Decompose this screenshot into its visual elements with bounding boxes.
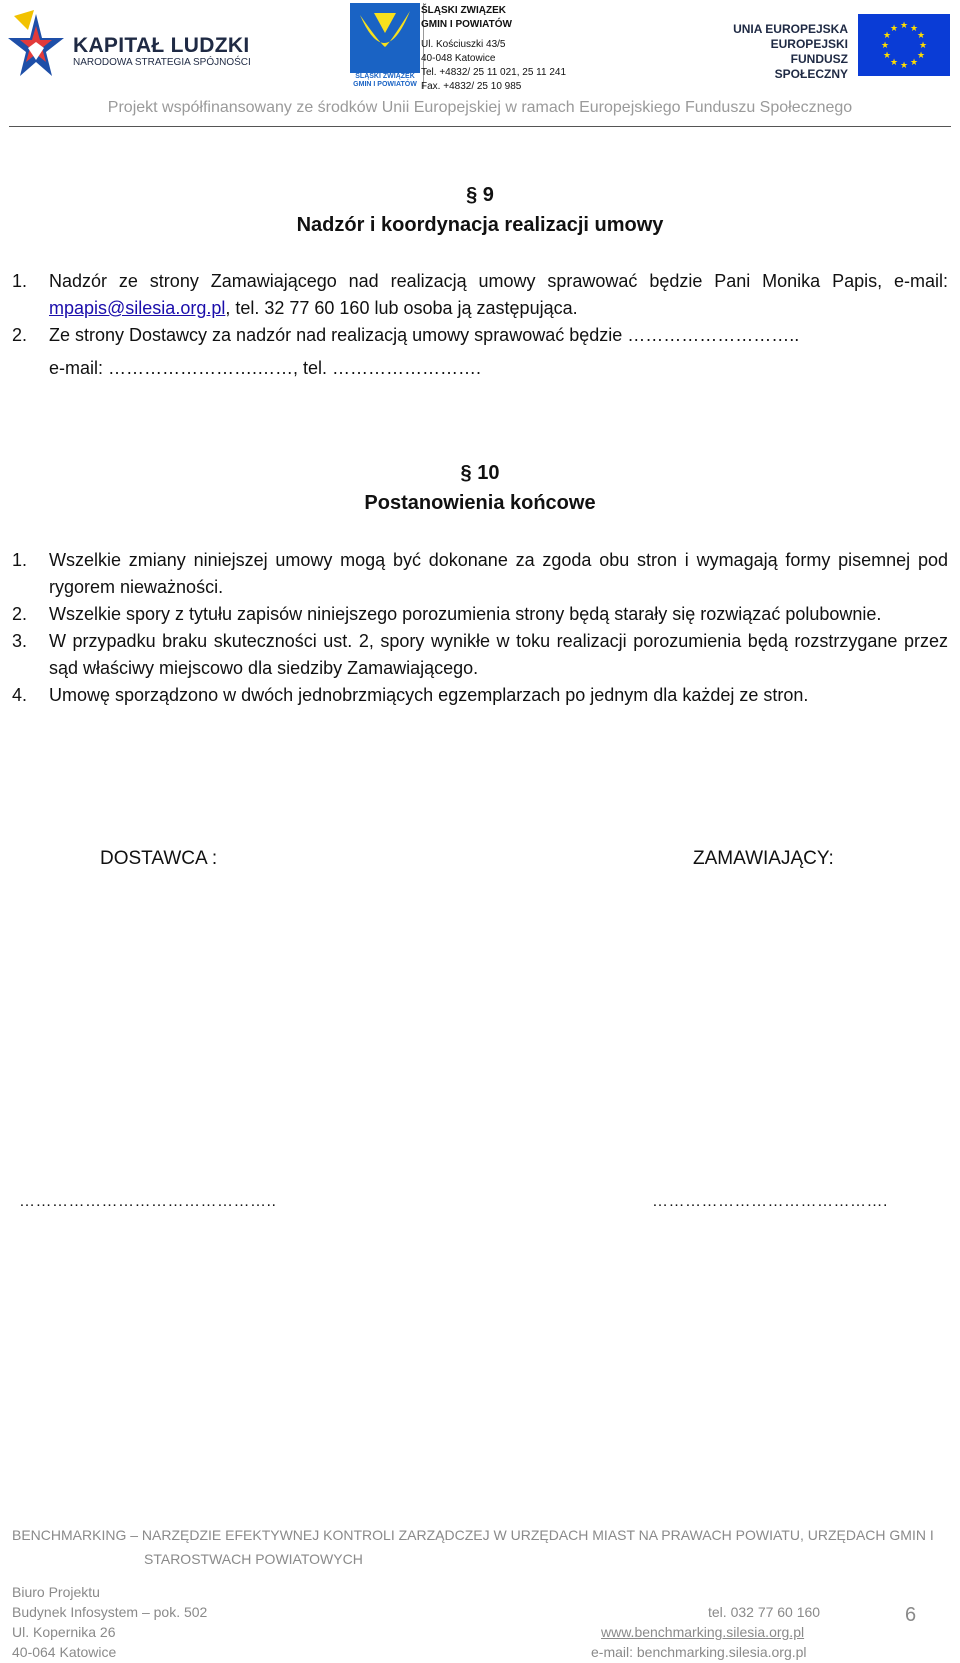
item-number: 1.: [12, 550, 28, 570]
zwiazek-name-line2: GMIN I POWIATÓW: [421, 19, 512, 30]
zwiazek-contact: [421, 4, 566, 94]
footer-project-line2: STAROSTWACH POWIATOWYCH: [144, 1551, 363, 1567]
svg-text:★: ★: [889, 24, 899, 34]
zwiazek-logo-caption-line2: GMIN I POWIATÓW: [353, 81, 417, 88]
svg-text:★: ★: [916, 31, 926, 41]
item-text-line: Ze strony Dostawcy za nadzór nad realizacją umowy sprawować będzie ………………………..: [49, 325, 800, 345]
svg-text:★: ★: [899, 21, 909, 31]
item-text: Wszelkie spory z tytułu zapisów niniejszego porozumienia strony będą starały się rozwiązać polubownie.: [49, 604, 882, 624]
zwiazek-fax: Fax. +4832/ 25 10 985: [421, 81, 522, 92]
section-9-number: § 9: [466, 184, 494, 206]
eu-flag-icon: [858, 14, 950, 76]
svg-text:★: ★: [909, 58, 919, 68]
ue-text: [720, 22, 848, 82]
kapital-ludzki-logo: [6, 8, 66, 84]
svg-text:★: ★: [909, 24, 919, 34]
footer-email: e-mail: benchmarking.silesia.org.pl: [591, 1644, 807, 1660]
ue-line1: UNIA EUROPEJSKA: [733, 22, 848, 36]
item-number: 3.: [12, 631, 28, 651]
project-cofinancing-line: Projekt współfinansowany ze środków Unii Europejskiej w ramach Europejskiego Funduszu Społecznego: [107, 99, 853, 116]
list-item: [12, 601, 948, 628]
list-item: [12, 682, 948, 709]
svg-text:★: ★: [916, 51, 926, 61]
svg-text:★: ★: [882, 31, 892, 41]
item-text: W przypadku braku skuteczności ust. 2, spory wynikłe w toku realizacji porozumienia będą rozstrzygane przez sąd właściwy miejscowo dla siedziby Zamawiającego.: [49, 631, 948, 678]
signature-label-contractor: DOSTAWCA :: [100, 848, 218, 869]
kapital-ludzki-star-icon: [6, 8, 66, 84]
zwiazek-tel: Tel. +4832/ 25 11 021, 25 11 241: [421, 67, 567, 78]
header-divider: [9, 126, 951, 127]
item-number: 4.: [12, 685, 28, 705]
footer-building: Budynek Infosystem – pok. 502: [12, 1604, 208, 1620]
item-text: [49, 268, 948, 322]
section-10-list: [12, 547, 948, 709]
signature-line-contractor: ………………………………………..: [19, 1193, 277, 1210]
item-text: [49, 322, 948, 382]
footer-street: Ul. Kopernika 26: [12, 1624, 116, 1640]
footer-city: 40-064 Katowice: [12, 1644, 117, 1660]
svg-text:★: ★: [918, 41, 928, 51]
list-item: [12, 628, 948, 682]
svg-text:★: ★: [882, 51, 892, 61]
svg-text:★: ★: [899, 61, 909, 71]
footer-website-link[interactable]: www.benchmarking.silesia.org.pl: [601, 1624, 805, 1640]
item-number: 1.: [12, 271, 28, 291]
signature-label-ordering-party: ZAMAWIAJĄCY:: [693, 848, 834, 869]
section-9-list: [12, 268, 948, 382]
section-10-number: § 10: [460, 462, 500, 484]
kapital-ludzki-title: KAPITAŁ LUDZKI: [73, 34, 250, 57]
slaski-zwiazek-logo: [350, 3, 420, 89]
item-text-part: Nadzór ze strony Zamawiającego nad realizacją umowy sprawować będzie Pani Monika Papis, e-mail:: [49, 271, 948, 291]
ue-line2: EUROPEJSKI: [770, 37, 848, 51]
ue-line3: FUNDUSZ SPOŁECZNY: [774, 52, 848, 81]
list-item: [12, 547, 948, 601]
zwiazek-logo-caption: [350, 73, 420, 89]
item-text-part: , tel. 32 77 60 160 lub osoba ją zastępująca.: [225, 298, 578, 318]
page-number: 6: [905, 1604, 917, 1626]
item-text-line: e-mail: …………………….……, tel. …………………….: [49, 358, 482, 378]
section-9-title: Nadzór i koordynacja realizacji umowy: [296, 214, 664, 236]
kapital-ludzki-subtitle: NARODOWA STRATEGIA SPÓJNOŚCI: [73, 57, 251, 68]
item-number: 2.: [12, 325, 28, 345]
section-10-title: Postanowienia końcowe: [364, 492, 596, 514]
zwiazek-name-line1: ŚLĄSKI ZWIĄZEK: [421, 5, 506, 16]
item-text: Umowę sporządzono w dwóch jednobrzmiących egzemplarzach po jednym dla każdej ze stron.: [49, 685, 809, 705]
signature-line-ordering-party: …………………………………….: [652, 1193, 888, 1210]
footer-tel: tel. 032 77 60 160: [708, 1604, 821, 1620]
footer-project-line1: BENCHMARKING – NARZĘDZIE EFEKTYWNEJ KONTROLI ZARZĄDCZEJ W URZĘDACH MIAST NA PRAWACH POWIATU, URZĘDACH GMIN I: [12, 1527, 934, 1543]
svg-text:★: ★: [880, 41, 890, 51]
zwiazek-city: 40-048 Katowice: [421, 53, 496, 64]
list-item: [12, 322, 948, 382]
supervisor-email-link[interactable]: mpapis@silesia.org.pl: [49, 298, 226, 318]
item-text: Wszelkie zmiany niniejszej umowy mogą być dokonane za zgoda obu stron i wymagają formy pisemnej pod rygorem nieważności.: [49, 550, 948, 597]
zwiazek-logo-caption-line1: ŚLĄSKI ZWIĄZEK: [355, 73, 415, 80]
svg-text:★: ★: [889, 58, 899, 68]
item-number: 2.: [12, 604, 28, 624]
zwiazek-address: Ul. Kościuszki 43/5: [421, 39, 506, 50]
zwiazek-emblem-icon: [350, 3, 420, 75]
list-item: [12, 268, 948, 322]
footer-office: Biuro Projektu: [12, 1584, 100, 1600]
